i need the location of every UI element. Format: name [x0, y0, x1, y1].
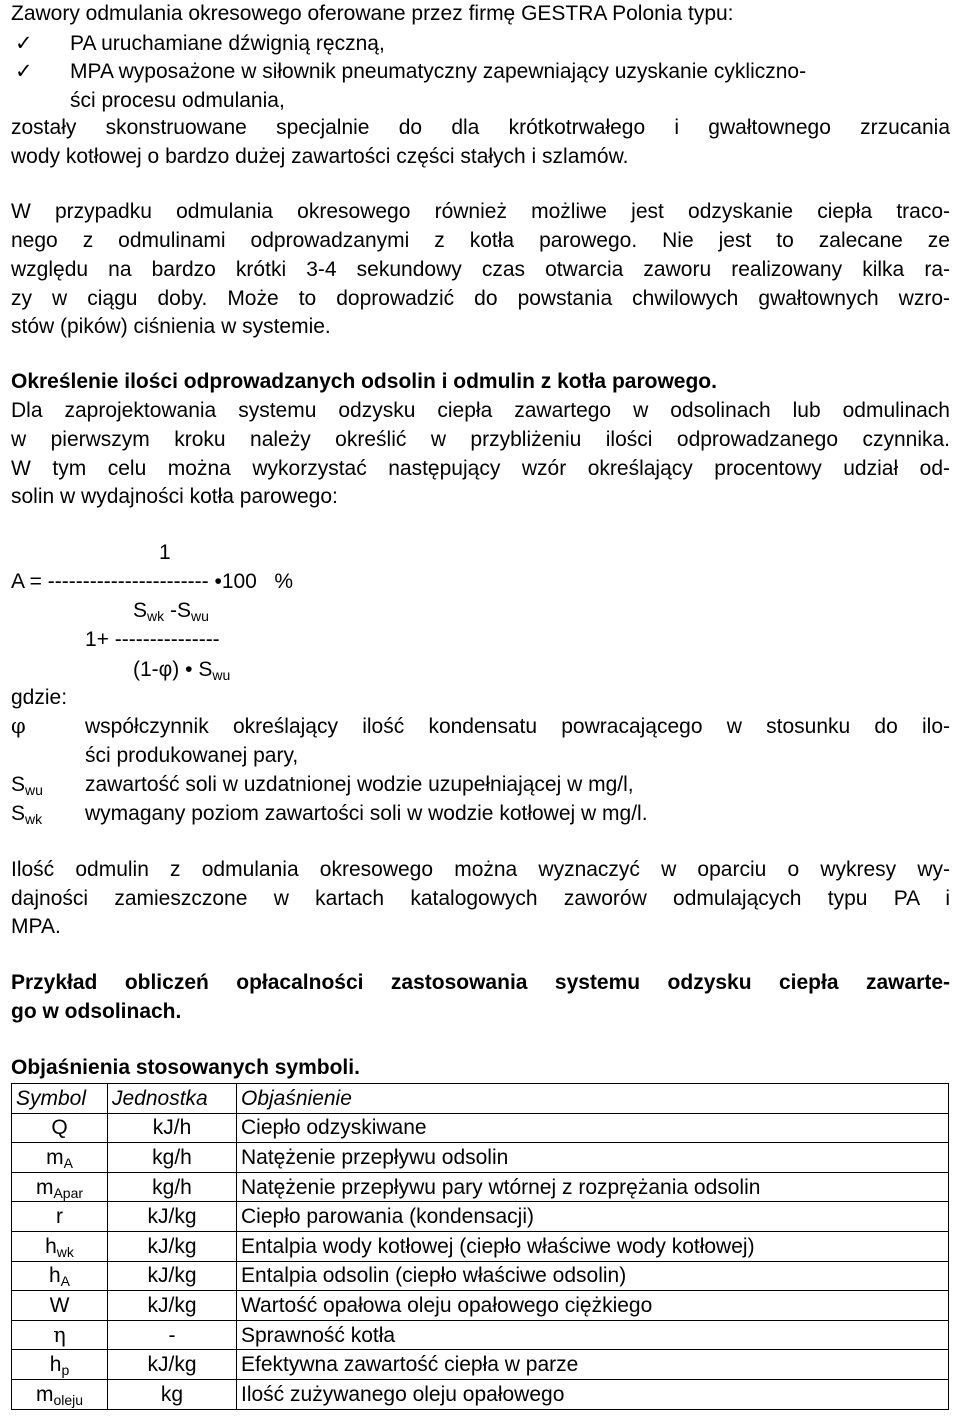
formula-percent: 100 % [221, 570, 294, 593]
formula-numerator: 1 [159, 541, 171, 564]
paragraph-line: solin w wydajności kotła parowego: [11, 485, 338, 508]
cell-description: Ilość zużywanego oleju opałowego [237, 1379, 949, 1409]
cell-symbol: r [12, 1202, 108, 1232]
definition-symbol: $S_{wu}$ [11, 773, 43, 798]
cell-symbol: η [12, 1320, 108, 1350]
bullet-mpa-cont: ści procesu odmulania, [70, 89, 285, 112]
table-row [12, 1291, 949, 1321]
gdzie-label: gdzie: [11, 686, 68, 709]
table-row [12, 1320, 949, 1350]
section-heading: Określenie ilości odprowadzanych odsolin i odmulin z kotła parowego. [11, 370, 717, 393]
cell-symbol: $m_{oleju}$ [12, 1379, 108, 1409]
paragraph-line: dajności zamieszczone w kartach katalogowych zaworów odmulających typu PA i [11, 887, 950, 910]
cell-unit: - [108, 1320, 237, 1350]
paragraph-line: względu na bardzo krótki 3-4 sekundowy czas otwarcia zaworu realizowany kilka ra- [11, 258, 950, 281]
definition-text: wymagany poziom zawartości soli w wodzie kotłowej w mg/l. [85, 802, 648, 825]
paragraph-line: zy w ciągu doby. Może to doprowadzić do powstania chwilowych gwałtownych wzro- [11, 287, 950, 310]
bullet-dot-icon: • [214, 570, 222, 593]
table-row [12, 1202, 949, 1232]
section-heading: go w odsolinach. [11, 1000, 182, 1023]
definition-symbol: $S_{wk}$ [11, 802, 43, 827]
cell-description: Efektywna zawartość ciepła w parze [237, 1350, 949, 1380]
table-row [12, 1143, 949, 1173]
cell-unit: kg [108, 1379, 237, 1409]
cell-symbol: Q [12, 1113, 108, 1143]
checkmark-icon: ✓ [15, 32, 33, 55]
cell-unit: kJ/kg [108, 1291, 237, 1321]
table-row [12, 1231, 949, 1261]
formula-main-line [11, 571, 293, 592]
cell-description: Sprawność kotła [237, 1320, 949, 1350]
cell-description: Wartość opałowa oleju opałowego ciężkiego [237, 1291, 949, 1321]
formula-denominator-mid: 1+ --------------- [85, 628, 220, 651]
cell-symbol: W [12, 1291, 108, 1321]
paragraph-line: nego z odmulinami odprowadzanymi z kotła parowego. Nie jest to zalecane ze [11, 229, 950, 252]
table-row [12, 1350, 949, 1380]
cell-unit: kg/h [108, 1143, 237, 1173]
cell-description: Ciepło parowania (kondensacji) [237, 1202, 949, 1232]
paragraph-line: Dla zaprojektowania systemu odzysku ciepła zawartego w odsolinach lub odmulinach [11, 399, 950, 422]
formula-fraction-bar: ----------------------- [47, 570, 209, 593]
cell-unit: kg/h [108, 1172, 237, 1202]
paragraph-line: stów (pików) ciśnienia w systemie. [11, 315, 331, 338]
formula-denominator-top: $S_{wk}$ $-S_{wu}$ [133, 599, 209, 624]
bullet-dot-icon: • [185, 658, 193, 681]
table-row [12, 1379, 949, 1409]
paragraph-line: W tym celu można wykorzystać następujący wzór określający procentowy udział od- [11, 457, 950, 480]
definition-text: zawartość soli w uzdatnionej wodzie uzupełniającej w mg/l, [85, 773, 634, 796]
section-heading: Objaśnienia stosowanych symboli. [11, 1056, 360, 1079]
formula-denominator-bottom: (1-φ) • $S_{wu}$ [133, 658, 231, 683]
table-row [12, 1172, 949, 1202]
cell-description: Natężenie przepływu pary wtórnej z rozprężania odsolin [237, 1172, 949, 1202]
column-header-symbol: Symbol [12, 1084, 108, 1114]
cell-symbol: $m_{Apar}$ [12, 1172, 108, 1202]
paragraph-line: W przypadku odmulania okresowego również możliwe jest odzyskanie ciepła traco- [11, 200, 950, 223]
cell-description: Ciepło odzyskiwane [237, 1113, 949, 1143]
cell-unit: kJ/kg [108, 1202, 237, 1232]
cell-unit: kJ/kg [108, 1261, 237, 1291]
cell-symbol: $m_A$ [12, 1143, 108, 1173]
table-body [12, 1113, 949, 1409]
bullet-pa: PA uruchamiane dźwignią ręczną, [70, 32, 385, 55]
paragraph-line: MPA. [11, 915, 61, 938]
intro-line: Zawory odmulania okresowego oferowane przez firmę GESTRA Polonia typu: [11, 2, 734, 25]
cell-description: Natężenie przepływu odsolin [237, 1143, 949, 1173]
intro-line: wody kotłowej o bardzo dużej zawartości części stałych i szlamów. [11, 145, 629, 168]
cell-unit: kJ/kg [108, 1231, 237, 1261]
formula-lhs: A = [11, 570, 48, 593]
definition-symbol: φ [11, 714, 26, 738]
checkmark-icon: ✓ [15, 60, 33, 83]
paragraph-line: w pierwszym kroku należy określić w przybliżeniu ilości odprowadzanego czynnika. [11, 428, 950, 451]
table-header-row [12, 1084, 949, 1114]
column-header-unit: Jednostka [108, 1084, 237, 1114]
cell-description: Entalpia odsolin (ciepło właściwe odsolin) [237, 1261, 949, 1291]
cell-description: Entalpia wody kotłowej (ciepło właściwe wody kotłowej) [237, 1231, 949, 1261]
cell-symbol: $h_A$ [12, 1261, 108, 1291]
cell-unit: kJ/kg [108, 1350, 237, 1380]
table-row [12, 1261, 949, 1291]
table-row [12, 1113, 949, 1143]
definition-text: ści produkowanej pary, [85, 744, 299, 767]
formula-inner-fraction-bar: --------------- [114, 628, 220, 651]
cell-unit: kJ/h [108, 1113, 237, 1143]
definition-text: współczynnik określający ilość kondensatu powracającego w stosunku do ilo- [85, 715, 950, 738]
symbols-table [11, 1083, 949, 1410]
paragraph-line: Ilość odmulin z odmulania okresowego można wyznaczyć w oparciu o wykresy wy- [11, 858, 950, 881]
section-heading: Przykład obliczeń opłacalności zastosowania systemu odzysku ciepła zawarte- [11, 971, 950, 994]
cell-symbol: $h_p$ [12, 1350, 108, 1380]
cell-symbol: $h_{wk}$ [12, 1231, 108, 1261]
intro-line: zostały skonstruowane specjalnie do dla krótkotrwałego i gwałtownego zrzucania [11, 116, 950, 139]
column-header-description: Objaśnienie [237, 1084, 949, 1114]
bullet-mpa: MPA wyposażone w siłownik pneumatyczny zapewniający uzyskanie cykliczno- [70, 60, 807, 83]
